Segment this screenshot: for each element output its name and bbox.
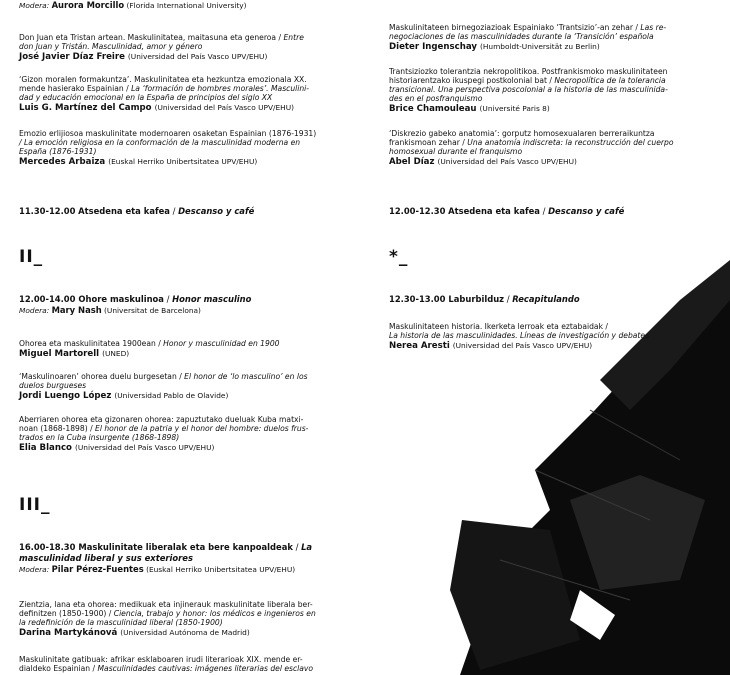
- separator: /: [292, 542, 302, 552]
- session-time: 12.30-13.00: [389, 294, 446, 304]
- speaker-name: Luis G. Martínez del Campo: [19, 103, 152, 114]
- section-ii: [19, 247, 43, 267]
- talk-title-line: ‘Diskrezio gabeko anatomia’: gorputz homosexualaren berreraikuntza: [389, 129, 655, 138]
- talk-diaz-freire: [19, 33, 304, 63]
- section-iii: [19, 495, 50, 515]
- talk-title-es: La ‘formación de hombres morales’. Masculini-: [131, 84, 310, 94]
- speaker-name: Elia Blanco: [19, 443, 72, 454]
- speaker-affiliation: (UNED): [102, 349, 130, 359]
- top-moderator: [19, 0, 247, 11]
- talk-title-es: El honor de la patria y el honor del hombre: duelos frus-: [95, 424, 309, 434]
- separator: /: [539, 206, 549, 216]
- moderator-affiliation: (Euskal Herriko Unibertsitatea UPV/EHU): [146, 565, 296, 574]
- talk-title-es-cont: trados en la Cuba insurgente (1868-1898): [19, 433, 180, 443]
- talk-blanco: [19, 415, 308, 454]
- session-title-eu: Ohore maskulinoa: [78, 294, 164, 304]
- talk-martorell: [19, 339, 280, 360]
- session-title-es: La: [301, 542, 313, 552]
- moderator-affiliation: (Universitat de Barcelona): [104, 306, 201, 315]
- talk-title-eu: Ohorea eta maskulinitatea 1900ean /: [19, 339, 164, 348]
- moderator-label: Modera:: [19, 565, 50, 574]
- moderator-label: Modera:: [19, 1, 50, 10]
- talk-chamouleau: [389, 67, 668, 115]
- moderator-name: Pilar Pérez-Fuentes: [51, 564, 144, 574]
- speaker-name: Miguel Martorell: [19, 349, 100, 360]
- moderator-label: Modera:: [19, 306, 50, 315]
- speaker-name: Abel Díaz: [389, 157, 435, 168]
- talk-title-es: El honor de ‘lo masculino’ en los: [184, 372, 308, 381]
- talk-martinez-del-campo: [19, 75, 309, 114]
- talk-martykanova: [19, 600, 316, 639]
- talk-aresti: [389, 322, 649, 352]
- section-number: III_: [19, 495, 51, 515]
- speaker-affiliation: (Universidad Pablo de Olavide): [114, 391, 229, 401]
- session-honor: [19, 294, 251, 316]
- session-time: 12.00-14.00: [19, 294, 76, 304]
- speaker-affiliation: (Universidad del País Vasco UPV/EHU): [127, 52, 268, 62]
- talk-title-es-cont: la redefinición de la masculinidad liberal (1850-1900): [19, 618, 223, 628]
- separator: /: [169, 206, 179, 216]
- speaker-affiliation: (Université Paris 8): [479, 104, 550, 114]
- talk-title-es-cont: des en el posfranquismo: [389, 94, 483, 104]
- break-time: 12.00-12.30: [389, 206, 446, 216]
- talk-title-line: Aberriaren ohorea eta gizonaren ohorea: zapuztutako dueluak Kuba matxi-: [19, 415, 304, 424]
- talk-title-eu: historiarentzako ikuspegi postkolonial bat /: [389, 76, 555, 86]
- talk-title-es-cont: duelos burgueses: [19, 381, 87, 391]
- talk-title-line: ‘Gizon moralen formakuntza’. Maskulinitatea eta hezkuntza emozionala XX.: [19, 75, 307, 84]
- talk-title-eu: Maskulinitateen birnegoziazioak Espainiako ‘Trantsizio’-an zehar /: [389, 23, 641, 32]
- speaker-name: Darina Martykánová: [19, 628, 118, 639]
- session-title-es: Honor masculino: [172, 294, 252, 304]
- break-title-es: Descanso y café: [178, 206, 255, 216]
- talk-title-es: La historia de las masculinidades. Líneas de investigación y debates: [389, 331, 650, 341]
- speaker-affiliation: (Universidad Autónoma de Madrid): [120, 628, 250, 638]
- speaker-affiliation: (Humboldt-Universität zu Berlin): [479, 42, 600, 52]
- closing-section: [389, 247, 408, 267]
- speaker-affiliation: (Universidad del País Vasco UPV/EHU): [437, 157, 577, 167]
- break-title-eu: Atsedena eta kafea: [78, 206, 170, 216]
- section-mark: *_: [389, 247, 409, 267]
- moderator-name: Mary Nash: [51, 305, 102, 315]
- talk-title-eu: mende hasierako Espainian /: [19, 84, 132, 94]
- talk-title-eu: noan (1868-1898) /: [19, 424, 96, 434]
- talk-title-eu: Maskulinitateen historia. Ikerketa lerroak eta eztabaidak /: [389, 322, 608, 331]
- break-title-eu: Atsedena eta kafea: [448, 206, 540, 216]
- speaker-name: Mercedes Arbaiza: [19, 157, 106, 168]
- talk-title-line: Trantsiziozko tolerantzia nekropolitikoa. Postfrankismoko maskulinitateen: [389, 67, 668, 76]
- talk-luengo: [19, 372, 308, 402]
- speaker-affiliation: (Universidad del País Vasco UPV/EHU): [154, 103, 295, 113]
- session-time: 16.00-18.30: [19, 542, 76, 552]
- talk-title-line: Maskulinitate gatibuak: afrikar esklaboaren irudi literarioak XIX. mende er-: [19, 655, 303, 664]
- session-liberal: [19, 542, 312, 575]
- break-time: 11.30-12.00: [19, 206, 76, 216]
- speaker-affiliation: (Euskal Herriko Unibertsitatea UPV/EHU): [108, 157, 258, 167]
- talk-title-es-cont: don Juan y Tristán. Masculinidad, amor y género: [19, 42, 203, 52]
- separator: /: [163, 294, 173, 304]
- section-number: II_: [19, 247, 44, 267]
- talk-title-eu: Don Juan eta Tristan artean. Maskulinitatea, maitasuna eta generoa /: [19, 33, 284, 42]
- talk-abel-diaz: [389, 129, 674, 168]
- talk-title-line: Zientzia, lana eta ohorea: medikuak eta injinerauk maskulinitate liberala ber-: [19, 600, 313, 609]
- session-title-es: Recapitulando: [512, 294, 580, 304]
- speaker-name: Jordi Luengo López: [19, 391, 112, 402]
- talk-title-es-cont: transicional. Una perspectiva poscolonial a la historia de las masculinida-: [389, 85, 668, 95]
- speaker-name: Dieter Ingenschay: [389, 42, 477, 53]
- talk-cautivas: [19, 655, 313, 673]
- talk-title-eu: frankismoan zehar /: [389, 138, 468, 148]
- talk-arbaiza: [19, 129, 316, 168]
- coffee-break-2: [389, 206, 624, 217]
- speaker-name: Brice Chamouleau: [389, 104, 477, 115]
- talk-ingenschay: [389, 23, 666, 53]
- session-title-es-cont: masculinidad liberal y sus exteriores: [19, 553, 193, 563]
- talk-title-es: / La emoción religiosa en la conformación de la masculinidad moderna en: [19, 138, 301, 148]
- talk-title-es-cont: dad y educación emocional en la España de principios del siglo XX: [19, 93, 273, 103]
- talk-title-eu: definitzen (1850-1900) /: [19, 609, 114, 619]
- talk-title-es: Masculinidades cautivas: imágenes literarias del esclavo: [97, 664, 314, 674]
- talk-title-es: Necropolítica de la tolerancia: [554, 76, 666, 86]
- session-title-eu: Laburbilduz: [448, 294, 505, 304]
- moderator-affiliation: (Florida International University): [126, 1, 247, 10]
- talk-title-es-cont: homosexual durante el franquismo: [389, 147, 523, 157]
- talk-title-eu: dialdeko Espainian /: [19, 664, 98, 674]
- speaker-affiliation: (Universidad del País Vasco UPV/EHU): [74, 443, 215, 453]
- talk-title-es: Entre: [283, 33, 304, 42]
- speaker-name: Nerea Aresti: [389, 341, 450, 352]
- speaker-affiliation: (Universidad del País Vasco UPV/EHU): [452, 341, 593, 351]
- talk-title-es: Una anatomía indiscreta: la reconstrucción del cuerpo: [467, 138, 674, 148]
- talk-title-es-cont: España (1876-1931): [19, 147, 97, 157]
- talk-title-es: Ciencia, trabajo y honor: los médicos e ingenieros en: [113, 609, 316, 619]
- break-title-es: Descanso y café: [548, 206, 625, 216]
- talk-title-es: Las re-: [640, 23, 667, 32]
- coffee-break-1: [19, 206, 254, 217]
- session-recap: [389, 294, 580, 305]
- talk-title-es-cont: negociaciones de las masculinidades durante la ‘Transición’ española: [389, 32, 654, 42]
- talk-title-line: Emozio erlijiosoa maskulinitate modernoaren osaketan Espainian (1876-1931): [19, 129, 317, 138]
- speaker-name: José Javier Díaz Freire: [19, 52, 125, 63]
- talk-title-eu: ‘Maskulinoaren’ ohorea duelu burgesetan /: [19, 372, 185, 381]
- separator: /: [504, 294, 513, 304]
- session-title-eu: Maskulinitate liberalak eta bere kanpoaldeak: [78, 542, 293, 552]
- talk-title-es: Honor y masculinidad en 1900: [163, 339, 280, 348]
- moderator-name: Aurora Morcillo: [51, 0, 125, 10]
